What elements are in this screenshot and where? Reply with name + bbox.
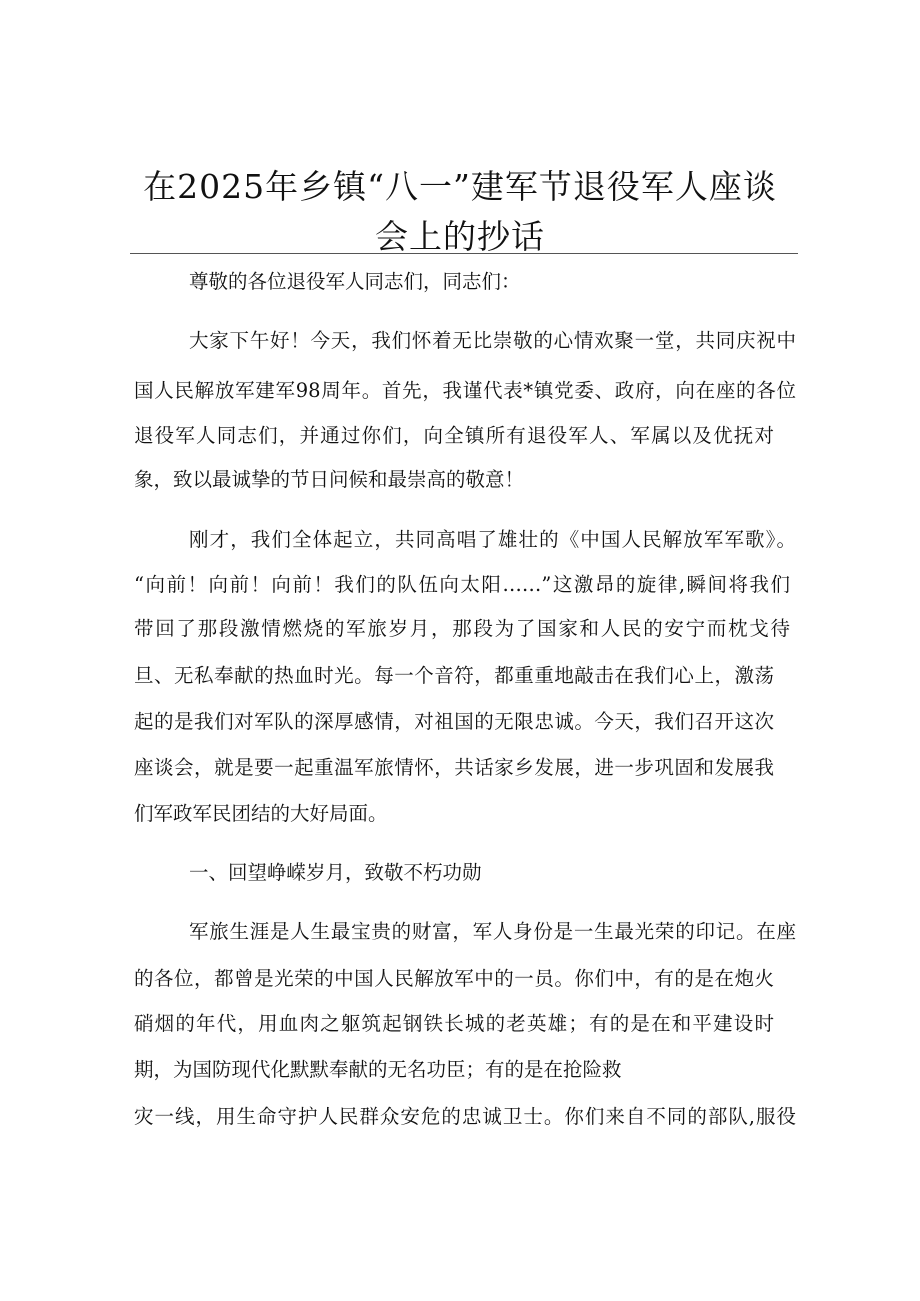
paragraph-3-line-2: 的各位，都曾是光荣的中国人民解放军中的一员。你们中，有的是在炮火 <box>134 967 774 990</box>
document-title-line-2: 会上的抄话 <box>375 217 545 256</box>
paragraph-2-line-5: 起的是我们对军队的深厚感情，对祖国的无限忠诚。今天，我们召开这次 <box>134 710 774 733</box>
paragraph-1-line-3: 退役军人同志们，并通过你们，向全镇所有退役军人、军属以及优抚对 <box>134 424 774 447</box>
salutation: 尊敬的各位退役军人同志们，同志们： <box>189 270 521 293</box>
paragraph-2-line-2: “向前！向前！向前！我们的队伍向太阳……”这激昂的旋律,瞬间将我们 <box>134 573 790 596</box>
paragraph-2-line-3: 带回了那段激情燃烧的军旅岁月，那段为了国家和人民的安宁而枕戈待 <box>134 617 790 640</box>
paragraph-2-line-6: 座谈会，就是要一起重温军旅情怀，共话家乡发展，进一步巩固和发展我 <box>134 756 774 779</box>
paragraph-2-line-1: 刚才，我们全体起立，共同高唱了雄壮的《中国人民解放军军歌》。 <box>189 528 796 551</box>
paragraph-3-line-4: 期，为国防现代化默默奉献的无名功臣；有的是在抢险救 <box>134 1058 622 1081</box>
paragraph-3-line-3: 硝烟的年代，用血肉之躯筑起钢铁长城的老英雄；有的是在和平建设时 <box>134 1012 774 1035</box>
paragraph-1-line-1: 大家下午好！今天，我们怀着无比崇敬的心情欢聚一堂，共同庆祝中 <box>189 329 796 352</box>
paragraph-2-line-7: 们军政军民团结的大好局面。 <box>134 802 388 825</box>
paragraph-1-line-2: 国人民解放军建军98周年。首先，我谨代表*镇党委、政府，向在座的各位 <box>134 379 796 402</box>
paragraph-2-line-4: 旦、无私奉献的热血时光。每一个音符，都重重地敲击在我们心上，激荡 <box>134 664 774 687</box>
title-divider <box>130 253 798 254</box>
paragraph-1-line-4: 象，致以最诚挚的节日问候和最崇高的敬意！ <box>134 468 525 491</box>
document-title-line-1: 在2025年乡镇“八一”建军节退役军人座谈 <box>143 167 777 206</box>
section-heading-1: 一、回望峥嵘岁月，致敬不朽功勋 <box>189 861 482 884</box>
paragraph-3-line-1: 军旅生涯是人生最宝贵的财富，军人身份是一生最光荣的印记。在座 <box>189 920 796 943</box>
paragraph-3-line-5: 灾一线，用生命守护人民群众安危的忠诚卫士。你们来自不同的部队,服役 <box>134 1105 796 1128</box>
